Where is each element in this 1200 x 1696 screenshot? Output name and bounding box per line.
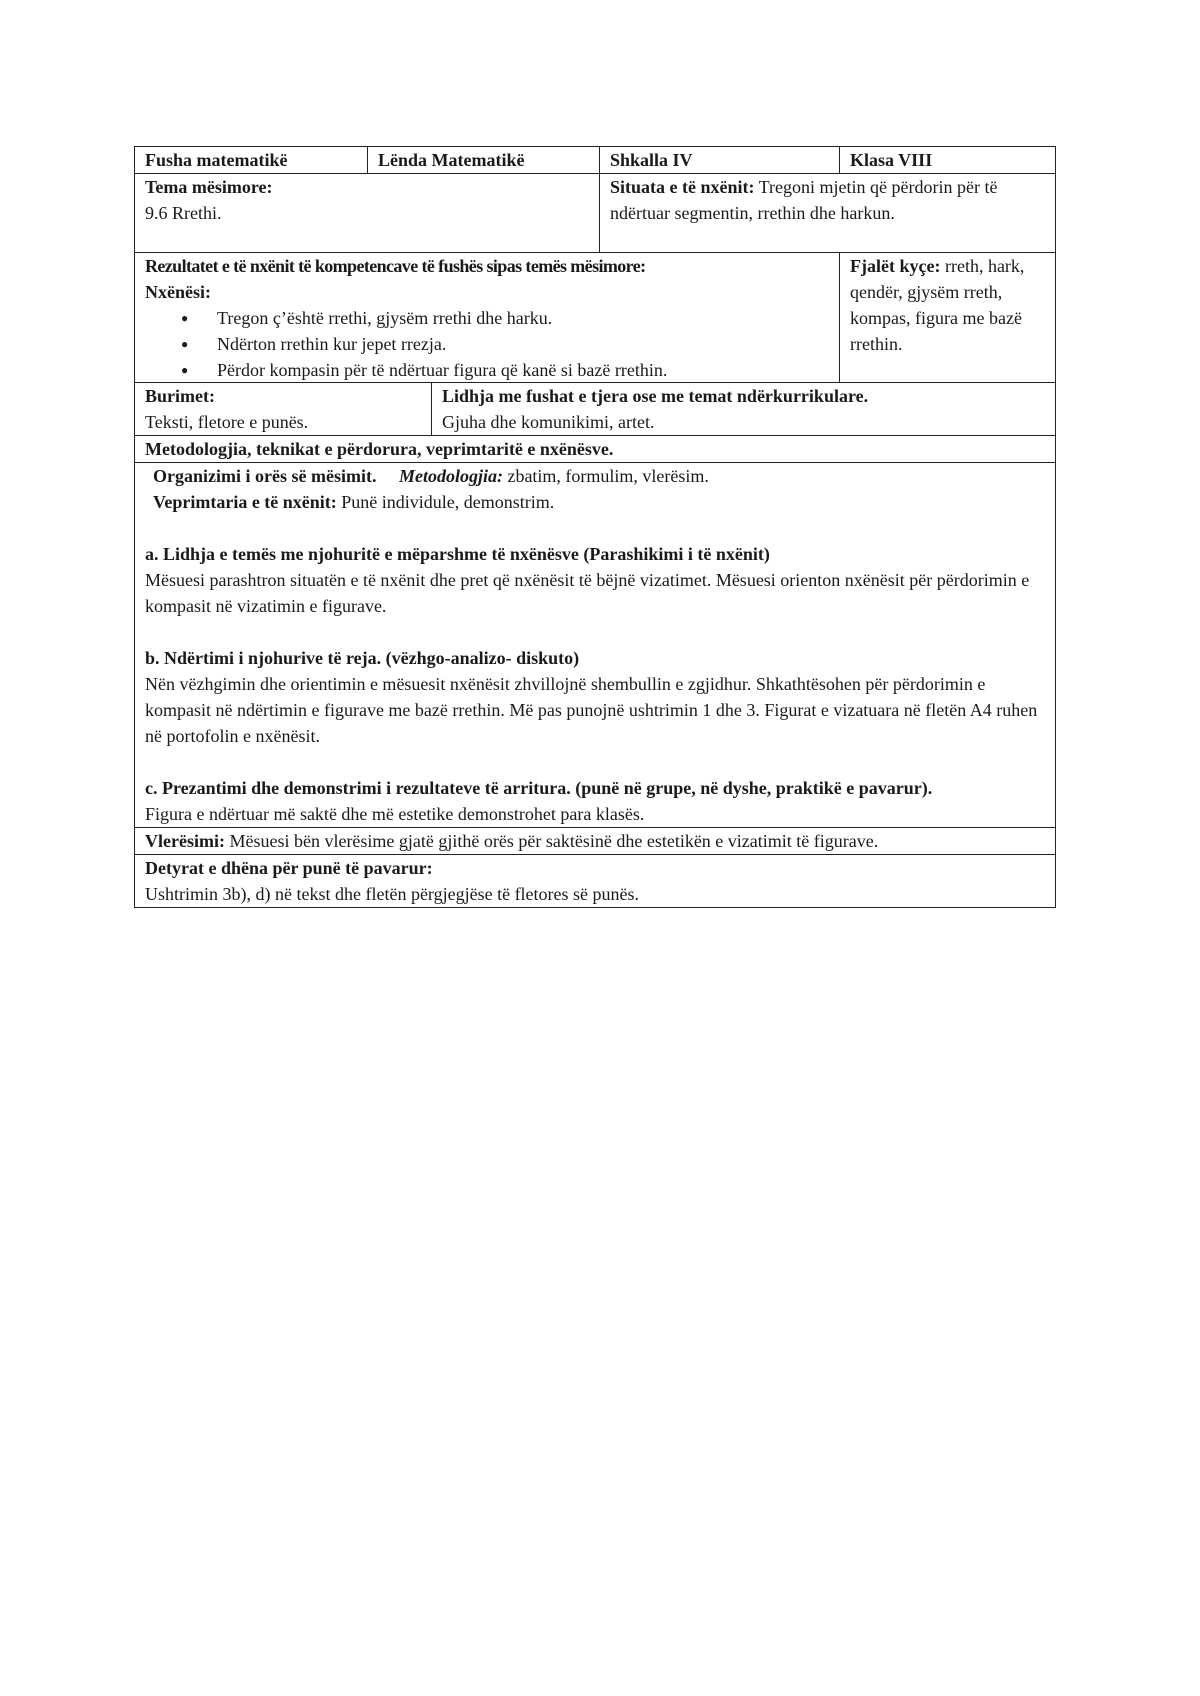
burimet-cell — [135, 383, 431, 435]
lidhja-value: Gjuha dhe komunikimi, artet. — [442, 412, 655, 432]
metodologjia-value: zbatim, formulim, vlerësim. — [507, 466, 709, 486]
fjalet-label: Fjalët kyçe: — [850, 256, 941, 276]
klasa-cell: Klasa VIII — [839, 147, 1055, 173]
tema-value: 9.6 Rrethi. — [145, 203, 222, 223]
section-c-text: Figura e ndërtuar më saktë dhe më estetike demonstrohet para klasës. — [145, 804, 645, 824]
section-a-title: a. Lidhja e temës me njohuritë e mëparshme të nxënësve (Parashikimi i të nxënit) — [145, 544, 770, 564]
section-b-title: b. Ndërtimi i njohurive të reja. (vëzhgo-analizo- diskuto) — [145, 648, 580, 668]
list-item: ● Tregon ç’është rrethi, gjysëm rrethi dhe harku. — [217, 305, 829, 331]
detyrat-row — [134, 855, 1056, 908]
body-cell — [135, 463, 1055, 827]
burimet-label: Burimet: — [145, 386, 215, 406]
vleresimi-label: Vlerësimi: — [145, 831, 225, 851]
metodologjia-header: Metodologjia, teknikat e përdorura, veprimtaritë e nxënësve. — [145, 439, 614, 459]
fjalet-value: rreth, hark, qendër, gjysëm rreth, kompas, figura me bazë rrethin. — [850, 256, 1025, 354]
vleresimi-row — [134, 828, 1056, 855]
tema-cell — [135, 174, 599, 252]
fjalet-cell — [839, 253, 1055, 382]
rezultatet-list — [145, 305, 829, 383]
burimet-value: Teksti, fletore e punës. — [145, 412, 309, 432]
detyrat-value: Ushtrimin 3b), d) në tekst dhe fletën përgjegjëse të fletores së punës. — [145, 884, 640, 904]
situata-value: Tregoni mjetin që përdorin për të ndërtuar segmentin, rrethin dhe harkun. — [610, 177, 998, 223]
situata-cell — [599, 174, 1055, 252]
list-item: ● Ndërton rrethin kur jepet rrezja. — [217, 331, 829, 357]
section-b-text: Nën vëzhgimin dhe orientimin e mësuesit nxënësit zhvillojnë shembullin e zgjidhur. Shkathtësohen për përdorimin e kompasit në ndërtimin e figurave me bazë rrethin. Më pas punojnë ushtrimin 1 dhe 3. Figurat e vizatuara në fletën A4 ruhen në portofolin e nxënësit. — [145, 674, 1038, 746]
section-c-title: c. Prezantimi dhe demonstrimi i rezultateve të arritura. (punë në grupe, në dyshe, praktikë e pavarur). — [145, 778, 933, 798]
lidhja-label: Lidhja me fushat e tjera ose me temat ndërkurrikulare. — [442, 386, 869, 406]
situata-label: Situata e të nxënit: — [610, 177, 755, 197]
lidhja-cell — [431, 383, 1055, 435]
detyrat-label: Detyrat e dhëna për punë të pavarur: — [145, 858, 433, 878]
rezultatet-cell — [135, 253, 839, 382]
rezultatet-label: Rezultatet e të nxënit të kompetencave të fushës sipas temës mësimore: — [145, 256, 646, 276]
veprimtaria-value: Punë individule, demonstrim. — [341, 492, 555, 512]
veprimtaria-label: Veprimtaria e të nxënit: — [153, 492, 337, 512]
list-item: ● Përdor kompasin për të ndërtuar figura që kanë si bazë rrethin. — [217, 357, 829, 383]
vleresimi-value: Mësuesi bën vlerësime gjatë gjithë orës për saktësinë dhe estetikën e vizatimit të figurave. — [229, 831, 879, 851]
body-row — [134, 463, 1056, 828]
tema-situata-row — [134, 174, 1056, 253]
nxenesi-label: Nxënësi: — [145, 282, 211, 302]
section-a-text: Mësuesi parashtron situatën e të nxënit dhe pret që nxënësit të bëjnë vizatimet. Mësuesi orienton nxënësit për përdorimin e kompasit në vizatimin e figurave. — [145, 570, 1030, 616]
shkalla-cell: Shkalla IV — [599, 147, 839, 173]
metodologjia-row — [134, 436, 1056, 463]
vleresimi-cell — [135, 828, 1055, 854]
fusha-cell: Fusha matematikë — [145, 150, 288, 170]
veprimtaria-line — [145, 489, 1045, 515]
lenda-cell: Lënda Matematikë — [367, 147, 599, 173]
organizimi-label: Organizimi i orës së mësimit. — [153, 466, 377, 486]
metodologjia-label: Metodologjia: — [398, 466, 503, 486]
header-row — [134, 146, 1056, 174]
lesson-plan-table — [134, 146, 1056, 908]
organizimi-line — [145, 463, 1045, 489]
rezultatet-row — [134, 253, 1056, 383]
burimet-row — [134, 383, 1056, 436]
detyrat-cell — [135, 855, 1055, 907]
tema-label: Tema mësimore: — [145, 177, 273, 197]
